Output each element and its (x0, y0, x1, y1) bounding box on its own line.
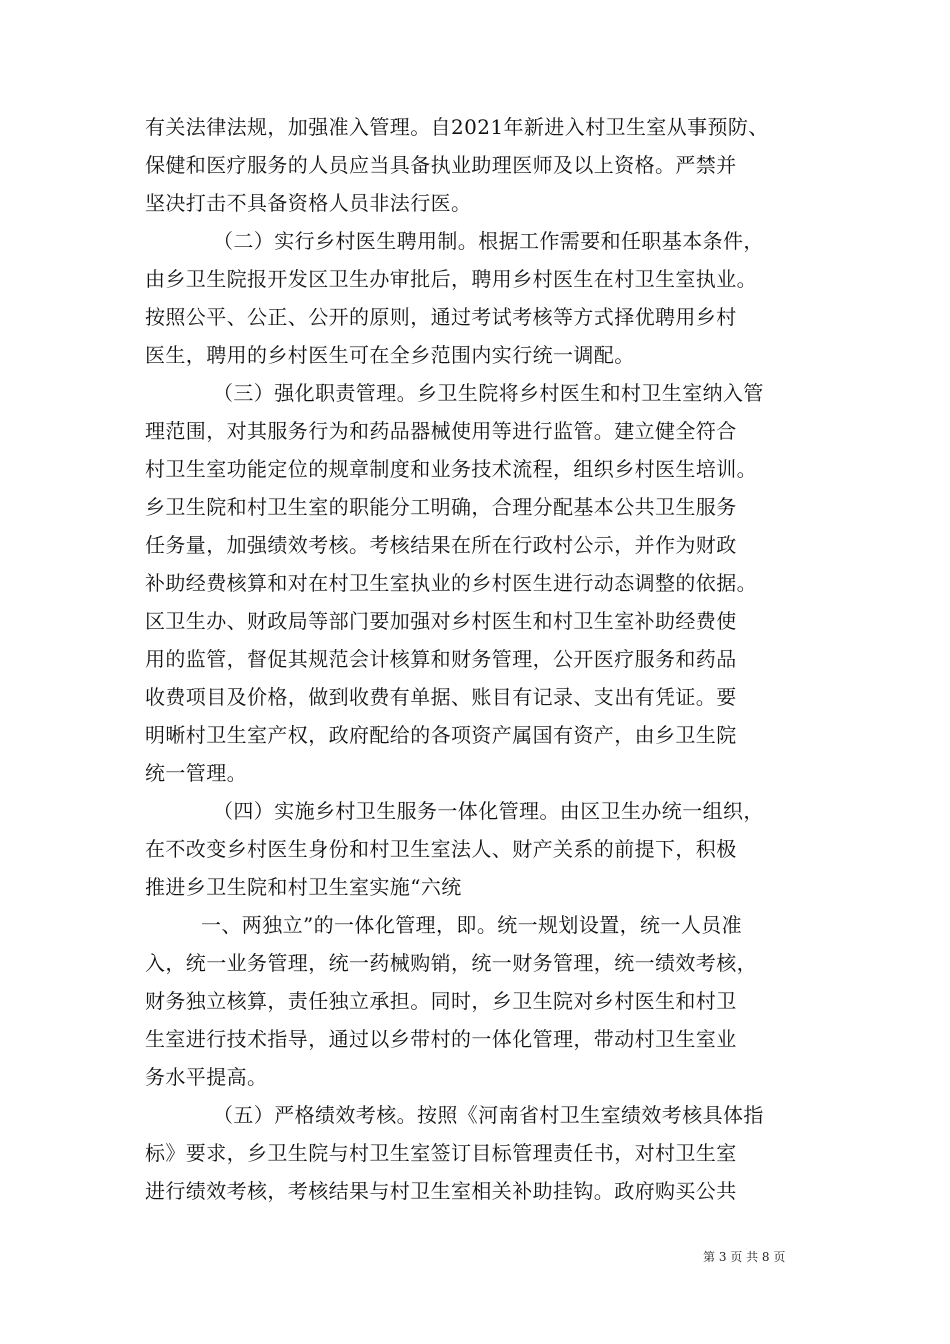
text-line: 一、两独立”的一体化管理，即。统一规划设置，统一人员准 (201, 913, 743, 937)
text-line: 财务独立核算，责任独立承担。同时，乡卫生院对乡村医生和村卫 (145, 989, 737, 1013)
paragraph-heading-2: （二）实行乡村医生聘用制。根据工作需要和任职基本条件， (213, 229, 764, 253)
text-line: 保健和医疗服务的人员应当具备执业助理医师及以上资格。严禁并 (145, 153, 737, 177)
text-line: 用的监管，督促其规范会计核算和财务管理，公开医疗服务和药品 (145, 647, 737, 671)
text-line: 理范围，对其服务行为和药品器械使用等进行监管。建立健全符合 (145, 419, 737, 443)
text-line: 生室进行技术指导，通过以乡带村的一体化管理，带动村卫生室业 (145, 1027, 737, 1051)
text-line: 坚决打击不具备资格人员非法行医。 (145, 191, 472, 215)
text-line: 补助经费核算和对在村卫生室执业的乡村医生进行动态调整的依据。 (145, 571, 757, 595)
text-line: 标》要求，乡卫生院与村卫生室签订目标管理责任书，对村卫生室 (145, 1141, 737, 1165)
text-line: 入，统一业务管理，统一药械购销，统一财务管理，统一绩效考核， (145, 951, 757, 975)
text-line: 按照公平、公正、公开的原则，通过考试考核等方式择优聘用乡村 (145, 305, 737, 329)
text-line: 村卫生室功能定位的规章制度和业务技术流程，组织乡村医生培训。 (145, 457, 757, 481)
paragraph-heading-4: （四）实施乡村卫生服务一体化管理。由区卫生办统一组织， (213, 799, 764, 823)
text-line: 在不改变乡村医生身份和村卫生室法人、财产关系的前提下，积极 (145, 837, 737, 861)
text-line: 务水平提高。 (145, 1065, 268, 1089)
text-line: 收费项目及价格，做到收费有单据、账目有记录、支出有凭证。要 (145, 685, 737, 709)
text-line: 推进乡卫生院和村卫生室实施“六统 (145, 875, 462, 899)
text-line: 区卫生办、财政局等部门要加强对乡村医生和村卫生室补助经费使 (145, 609, 737, 633)
page-number: 第 3 页 共 8 页 (703, 1250, 786, 1264)
text-line: 由乡卫生院报开发区卫生办审批后，聘用乡村医生在村卫生室执业。 (145, 267, 757, 291)
text-line: 医生，聘用的乡村医生可在全乡范围内实行统一调配。 (145, 343, 635, 367)
text-line: 进行绩效考核，考核结果与村卫生室相关补助挂钩。政府购买公共 (145, 1179, 737, 1203)
text-line: 有关法律法规，加强准入管理。自2021年新进入村卫生室从事预防、 (145, 115, 769, 139)
text-line: 统一管理。 (145, 761, 247, 785)
paragraph-heading-5: （五）严格绩效考核。按照《河南省村卫生室绩效考核具体指 (213, 1103, 764, 1127)
paragraph-heading-3: （三）强化职责管理。乡卫生院将乡村医生和村卫生室纳入管 (213, 381, 764, 405)
text-line: 任务量，加强绩效考核。考核结果在所在行政村公示，并作为财政 (145, 533, 737, 557)
text-line: 乡卫生院和村卫生室的职能分工明确，合理分配基本公共卫生服务 (145, 495, 737, 519)
text-line: 明晰村卫生室产权，政府配给的各项资产属国有资产，由乡卫生院 (145, 723, 737, 747)
